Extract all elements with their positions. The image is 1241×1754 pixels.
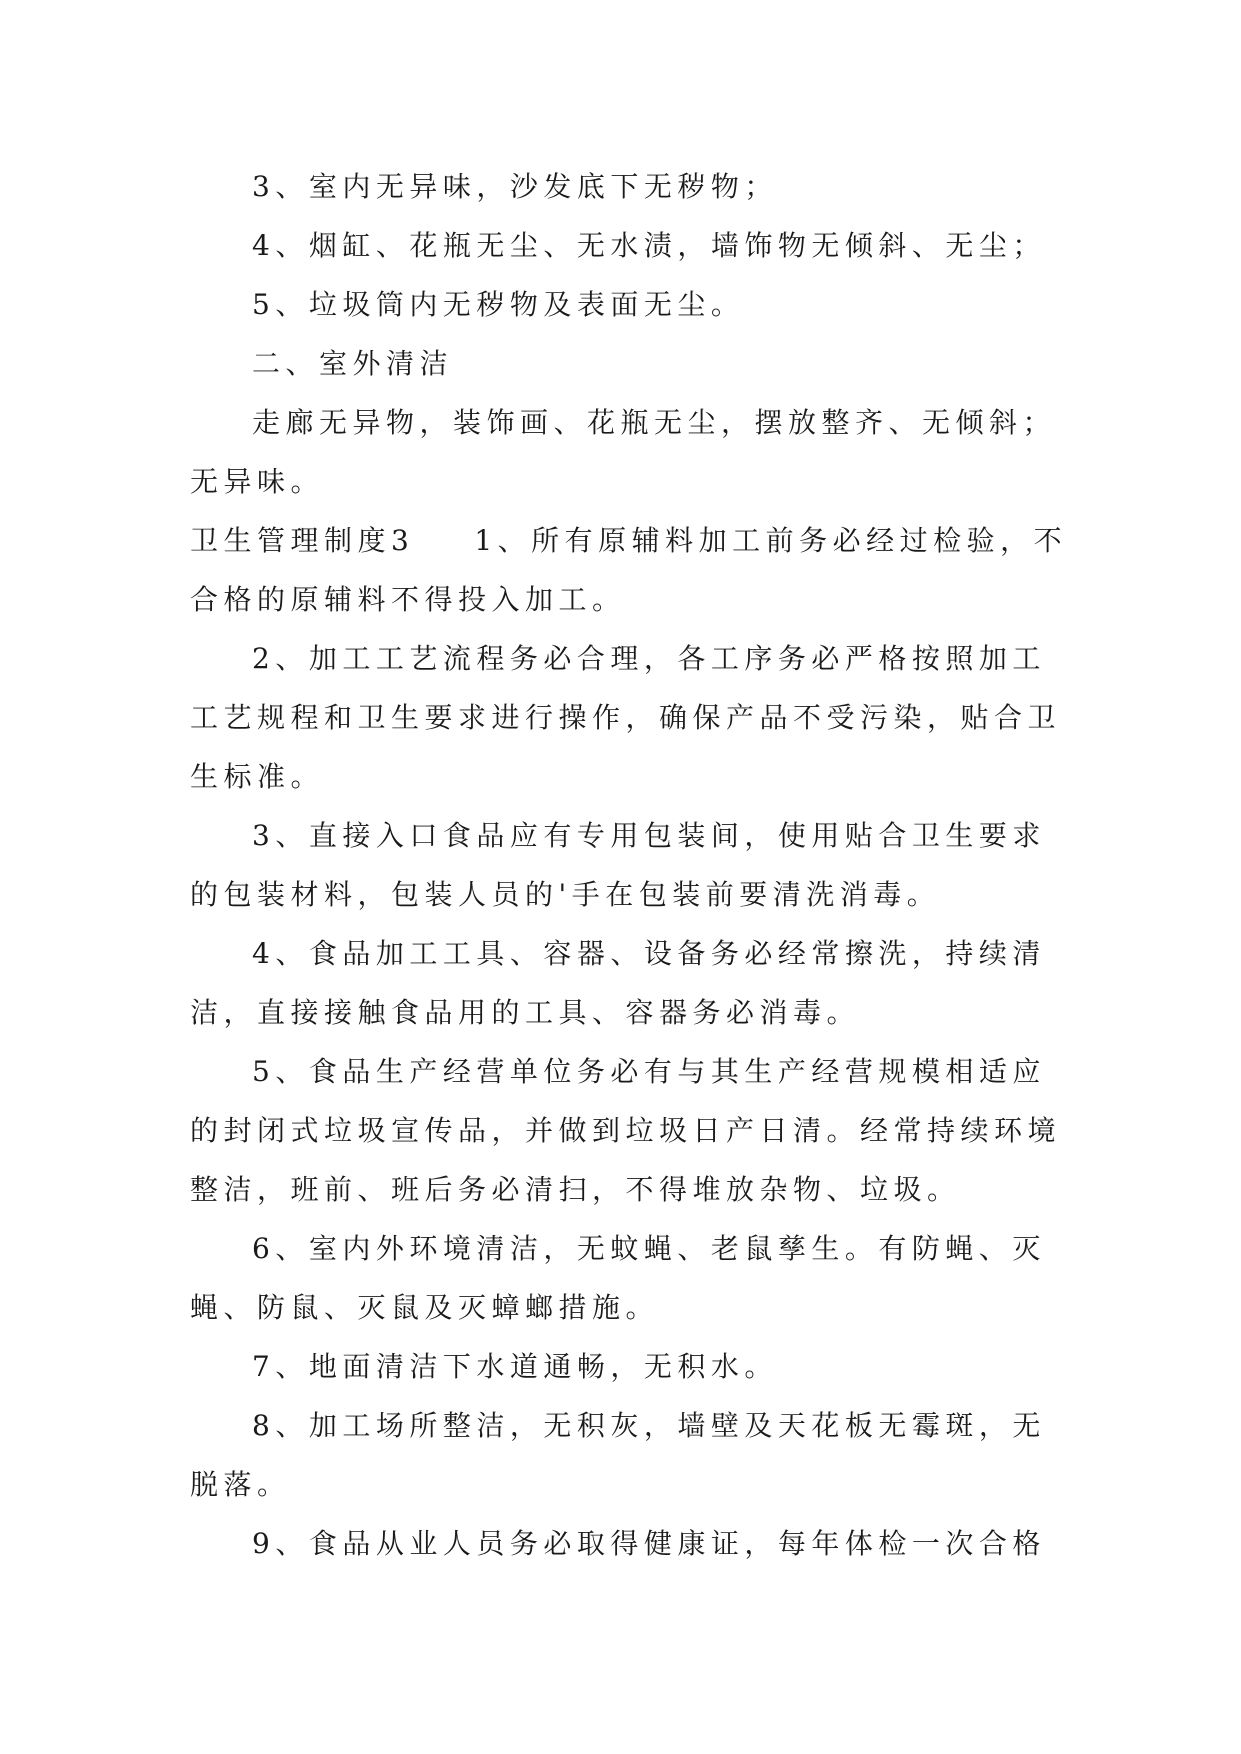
text-line: 的包装材料，包装人员的'手在包装前要清洗消毒。 — [190, 878, 941, 911]
text-line: 无异味。 — [190, 465, 325, 498]
text-line: 4、食品加工工具、容器、设备务必经常擦洗，持续清 — [252, 937, 1046, 970]
text-line: 9、食品从业人员务必取得健康证，每年体检一次合格 — [252, 1527, 1046, 1560]
text-line: 生标准。 — [190, 760, 325, 793]
text-line: 合格的原辅料不得投入加工。 — [190, 583, 626, 616]
text-segment: 1、所有原辅料加工前务必经过检验，不 — [474, 524, 1068, 557]
text-line: 整洁，班前、班后务必清扫，不得堆放杂物、垃圾。 — [190, 1173, 961, 1206]
text-line: 2、加工工艺流程务必合理，各工序务必严格按照加工 — [252, 642, 1046, 675]
text-line: 3、直接入口食品应有专用包装间，使用贴合卫生要求 — [252, 819, 1046, 852]
text-line: 5、食品生产经营单位务必有与其生产经营规模相适应 — [252, 1055, 1046, 1088]
text-line: 8、加工场所整洁，无积灰，墙壁及天花板无霉斑，无 — [252, 1409, 1046, 1442]
text-line: 走廊无异物，装饰画、花瓶无尘，摆放整齐、无倾斜； — [252, 406, 1057, 439]
text-line: 4、烟缸、花瓶无尘、无水渍，墙饰物无倾斜、无尘； — [252, 229, 1046, 262]
text-line: 洁，直接接触食品用的工具、容器务必消毒。 — [190, 996, 861, 1029]
text-line: 脱落。 — [190, 1468, 291, 1501]
text-line: 7、地面清洁下水道通畅，无积水。 — [252, 1350, 778, 1383]
text-line: 蝇、防鼠、灭鼠及灭蟑螂措施。 — [190, 1291, 660, 1324]
text-line: 工艺规程和卫生要求进行操作，确保产品不受污染，贴合卫 — [190, 701, 1062, 734]
section-heading: 二、室外清洁 — [252, 347, 454, 380]
text-line-with-title — [190, 521, 1067, 561]
document-title: 卫生管理制度3 — [190, 524, 415, 557]
text-line: 的封闭式垃圾宣传品，并做到垃圾日产日清。经常持续环境 — [190, 1114, 1062, 1147]
text-line: 6、室内外环境清洁，无蚊蝇、老鼠孳生。有防蝇、灭 — [252, 1232, 1046, 1265]
text-line: 3、室内无异味，沙发底下无秽物； — [252, 170, 778, 203]
text-line: 5、垃圾筒内无秽物及表面无尘。 — [252, 288, 745, 321]
